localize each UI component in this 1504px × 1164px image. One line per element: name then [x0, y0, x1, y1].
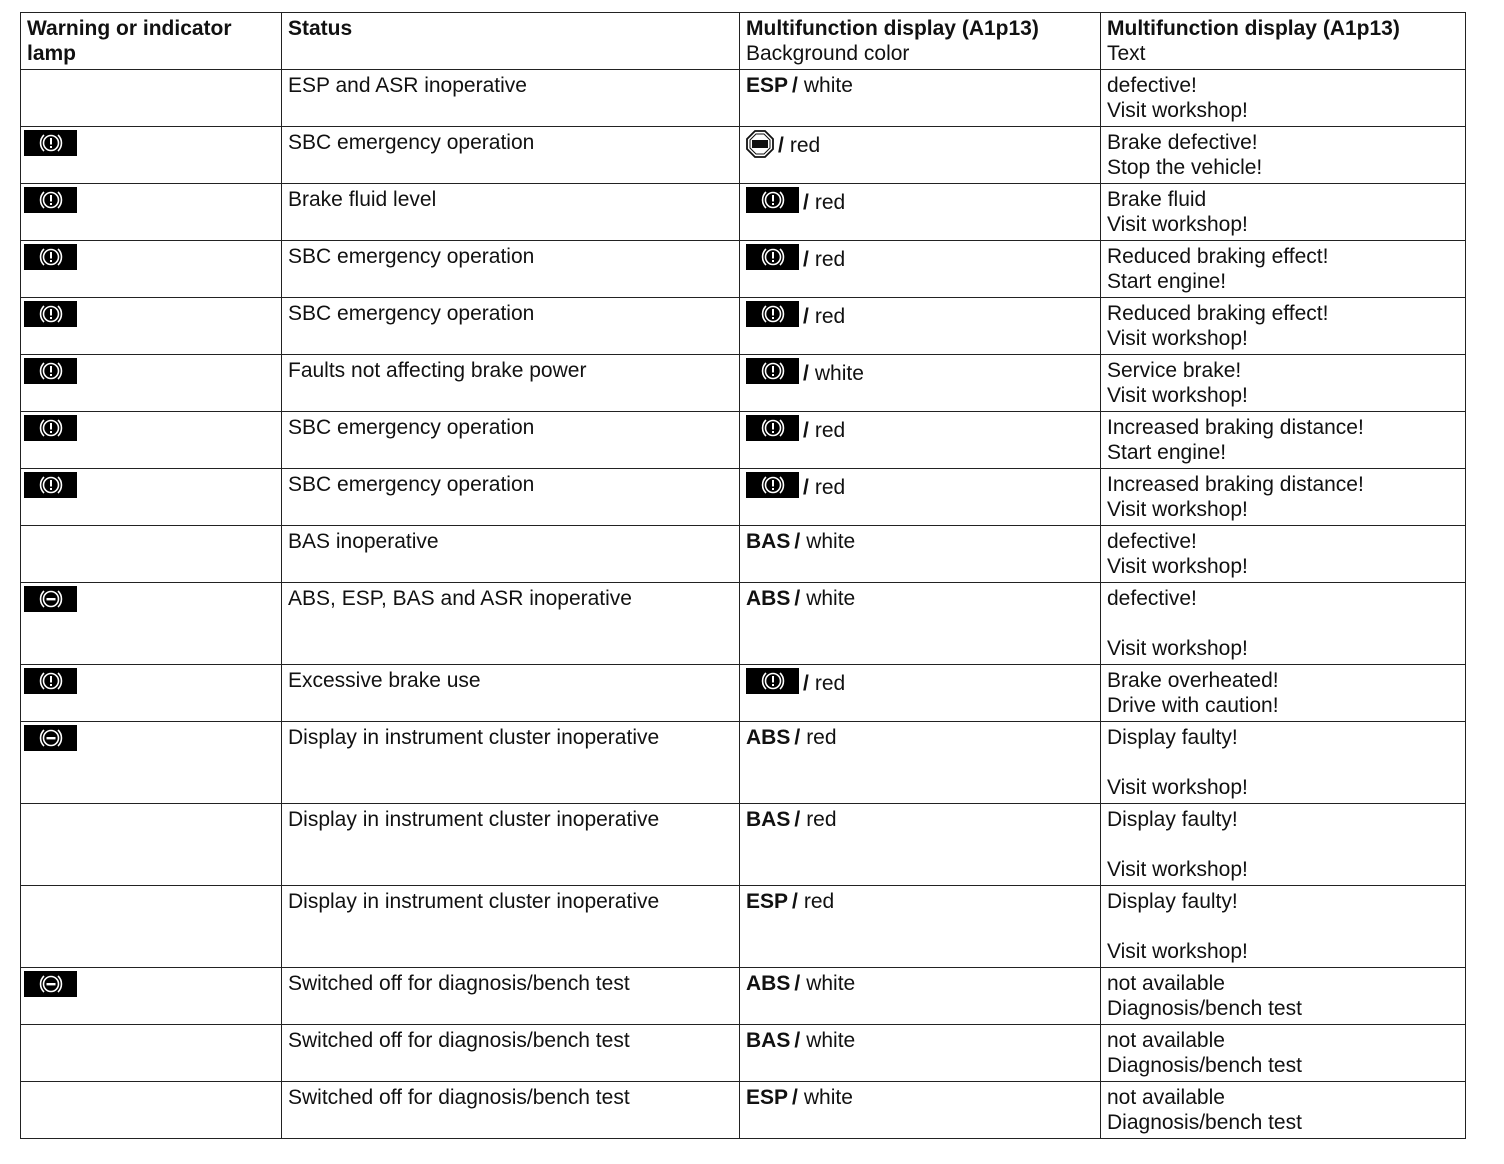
- text-cell: [1101, 412, 1466, 469]
- status-cell: Faults not affecting brake power: [282, 355, 740, 412]
- table-row: [21, 722, 1466, 804]
- text-cell: [1101, 665, 1466, 722]
- text-line-1: Service brake!: [1107, 359, 1242, 382]
- lamp-cell: [21, 1082, 282, 1139]
- table-row: [21, 665, 1466, 722]
- status-cell: SBC emergency operation: [282, 241, 740, 298]
- text-gap: [1107, 611, 1459, 636]
- lamp-cell: [21, 412, 282, 469]
- brake-warning-icon: [746, 244, 799, 270]
- text-line-2: Visit workshop!: [1107, 99, 1248, 122]
- text-line-2: Visit workshop!: [1107, 858, 1248, 881]
- text-gap: [1107, 914, 1459, 939]
- separator: /: [803, 419, 809, 442]
- bg-color-cell: [740, 298, 1101, 355]
- text-line-1: Increased braking distance!: [1107, 416, 1364, 439]
- text-cell: [1101, 127, 1466, 184]
- lamp-cell: [21, 968, 282, 1025]
- table-row: [21, 184, 1466, 241]
- status-cell: Display in instrument cluster inoperative: [282, 886, 740, 968]
- text-cell: [1101, 886, 1466, 968]
- text-line-2: Visit workshop!: [1107, 498, 1248, 521]
- separator: /: [803, 248, 809, 271]
- separator: /: [778, 134, 784, 157]
- lamp-cell: [21, 70, 282, 127]
- text-cell: [1101, 526, 1466, 583]
- separator: /: [792, 74, 798, 97]
- table-row: [21, 469, 1466, 526]
- separator: /: [803, 362, 809, 385]
- bg-color-cell: [740, 804, 1101, 886]
- separator: /: [803, 672, 809, 695]
- text-gap: [1107, 750, 1459, 775]
- table-row: [21, 886, 1466, 968]
- text-line-1: not available: [1107, 972, 1225, 995]
- bg-color-cell: [740, 1025, 1101, 1082]
- text-line-1: defective!: [1107, 74, 1197, 97]
- bg-color-value: white: [803, 74, 853, 97]
- display-code: ABS: [746, 726, 791, 749]
- brake-warning-icon: [746, 472, 799, 498]
- brake-warning-icon: [746, 301, 799, 327]
- header-lamp: [21, 13, 282, 70]
- table-row: [21, 355, 1466, 412]
- brake-warning-icon: [24, 358, 77, 384]
- text-line-1: Brake defective!: [1107, 131, 1258, 154]
- bg-color-cell: [740, 355, 1101, 412]
- brake-warning-icon: [746, 358, 799, 384]
- text-line-2: Visit workshop!: [1107, 776, 1248, 799]
- text-cell: [1101, 1025, 1466, 1082]
- text-line-1: not available: [1107, 1029, 1225, 1052]
- status-cell: Switched off for diagnosis/bench test: [282, 968, 740, 1025]
- text-line-2: Diagnosis/bench test: [1107, 1054, 1302, 1077]
- warning-lamp-table: [20, 12, 1466, 1139]
- lamp-cell: [21, 127, 282, 184]
- bg-color-cell: [740, 526, 1101, 583]
- text-line-1: Display faulty!: [1107, 726, 1238, 749]
- header-text: [1101, 13, 1466, 70]
- status-cell: Excessive brake use: [282, 665, 740, 722]
- lamp-cell: [21, 665, 282, 722]
- text-line-1: Reduced braking effect!: [1107, 302, 1329, 325]
- header-bg-title: Multifunction display (A1p13): [746, 17, 1039, 40]
- separator: /: [792, 890, 798, 913]
- bg-color-cell: [740, 1082, 1101, 1139]
- lamp-cell: [21, 241, 282, 298]
- text-line-1: Reduced braking effect!: [1107, 245, 1329, 268]
- separator: /: [794, 726, 801, 749]
- text-cell: [1101, 968, 1466, 1025]
- status-cell: SBC emergency operation: [282, 469, 740, 526]
- separator: /: [794, 530, 801, 553]
- bg-color-cell: [740, 968, 1101, 1025]
- text-line-2: Drive with caution!: [1107, 694, 1279, 717]
- header-status: [282, 13, 740, 70]
- bg-color-value: white: [806, 587, 856, 610]
- lamp-cell: [21, 298, 282, 355]
- text-line-2: Visit workshop!: [1107, 555, 1248, 578]
- header-bg-color: [740, 13, 1101, 70]
- brake-warning-icon: [24, 472, 77, 498]
- lamp-cell: [21, 886, 282, 968]
- status-cell: Switched off for diagnosis/bench test: [282, 1082, 740, 1139]
- lamp-cell: [21, 184, 282, 241]
- bg-color-cell: [740, 722, 1101, 804]
- brake-warning-icon: [746, 668, 799, 694]
- bg-color-value: white: [806, 1029, 856, 1052]
- status-cell: Display in instrument cluster inoperative: [282, 722, 740, 804]
- lamp-cell: [21, 583, 282, 665]
- table-row: [21, 1082, 1466, 1139]
- bg-color-value: red: [814, 476, 846, 499]
- abs-warning-icon: [24, 586, 77, 612]
- separator: /: [803, 305, 809, 328]
- separator: /: [792, 1086, 798, 1109]
- text-cell: [1101, 355, 1466, 412]
- status-cell: Display in instrument cluster inoperative: [282, 804, 740, 886]
- text-line-2: Stop the vehicle!: [1107, 156, 1263, 179]
- lamp-cell: [21, 804, 282, 886]
- text-line-1: Display faulty!: [1107, 808, 1238, 831]
- lamp-cell: [21, 1025, 282, 1082]
- bg-color-value: white: [803, 1086, 853, 1109]
- lamp-cell: [21, 526, 282, 583]
- bg-color-cell: [740, 469, 1101, 526]
- bg-color-cell: [740, 665, 1101, 722]
- brake-warning-icon: [24, 244, 77, 270]
- brake-warning-icon: [24, 668, 77, 694]
- display-code: ESP: [746, 890, 789, 913]
- table-row: [21, 70, 1466, 127]
- table-row: [21, 127, 1466, 184]
- brake-warning-icon: [746, 415, 799, 441]
- bg-color-value: white: [806, 972, 856, 995]
- lamp-cell: [21, 469, 282, 526]
- text-gap: [1107, 832, 1459, 857]
- stop-icon: [746, 130, 774, 158]
- display-code: ESP: [746, 74, 789, 97]
- text-cell: [1101, 583, 1466, 665]
- bg-color-value: red: [814, 672, 846, 695]
- table-row: [21, 526, 1466, 583]
- table-row: [21, 968, 1466, 1025]
- text-line-2: Visit workshop!: [1107, 637, 1248, 660]
- bg-color-value: red: [814, 191, 846, 214]
- table-row: [21, 298, 1466, 355]
- brake-warning-icon: [24, 415, 77, 441]
- bg-color-value: white: [806, 530, 856, 553]
- lamp-cell: [21, 355, 282, 412]
- separator: /: [794, 1029, 801, 1052]
- bg-color-value: red: [814, 248, 846, 271]
- abs-warning-icon: [24, 971, 77, 997]
- text-cell: [1101, 722, 1466, 804]
- status-cell: SBC emergency operation: [282, 298, 740, 355]
- text-line-2: Visit workshop!: [1107, 213, 1248, 236]
- text-line-1: Increased braking distance!: [1107, 473, 1364, 496]
- separator: /: [803, 476, 809, 499]
- status-cell: ABS, ESP, BAS and ASR inoperative: [282, 583, 740, 665]
- text-cell: [1101, 469, 1466, 526]
- header-bg-subtitle: Background color: [746, 42, 910, 65]
- status-cell: BAS inoperative: [282, 526, 740, 583]
- text-line-2: Diagnosis/bench test: [1107, 1111, 1302, 1134]
- status-cell: ESP and ASR inoperative: [282, 70, 740, 127]
- table-body: [21, 70, 1466, 1139]
- header-row: [21, 13, 1466, 70]
- header-lamp-label: Warning or indicator lamp: [27, 17, 232, 65]
- header-status-label: Status: [288, 17, 353, 40]
- text-cell: [1101, 298, 1466, 355]
- text-line-2: Visit workshop!: [1107, 384, 1248, 407]
- bg-color-cell: [740, 241, 1101, 298]
- separator: /: [794, 972, 801, 995]
- table-row: [21, 241, 1466, 298]
- text-line-1: not available: [1107, 1086, 1225, 1109]
- lamp-cell: [21, 722, 282, 804]
- bg-color-value: red: [789, 134, 821, 157]
- status-cell: Brake fluid level: [282, 184, 740, 241]
- table-row: [21, 804, 1466, 886]
- header-text-subtitle: Text: [1107, 42, 1146, 65]
- display-code: BAS: [746, 808, 791, 831]
- bg-color-value: red: [806, 808, 837, 831]
- bg-color-cell: [740, 184, 1101, 241]
- display-code: ABS: [746, 972, 791, 995]
- brake-warning-icon: [24, 130, 77, 156]
- status-cell: SBC emergency operation: [282, 127, 740, 184]
- text-line-2: Start engine!: [1107, 270, 1227, 293]
- text-cell: [1101, 1082, 1466, 1139]
- text-cell: [1101, 184, 1466, 241]
- status-cell: Switched off for diagnosis/bench test: [282, 1025, 740, 1082]
- brake-warning-icon: [746, 187, 799, 213]
- table-row: [21, 583, 1466, 665]
- bg-color-value: red: [814, 305, 846, 328]
- text-line-2: Visit workshop!: [1107, 940, 1248, 963]
- bg-color-value: white: [814, 362, 864, 385]
- text-cell: [1101, 70, 1466, 127]
- table-row: [21, 412, 1466, 469]
- brake-warning-icon: [24, 187, 77, 213]
- text-cell: [1101, 241, 1466, 298]
- text-line-1: defective!: [1107, 587, 1197, 610]
- table-row: [21, 1025, 1466, 1082]
- bg-color-cell: [740, 886, 1101, 968]
- bg-color-value: red: [806, 726, 837, 749]
- display-code: BAS: [746, 530, 791, 553]
- display-code: ABS: [746, 587, 791, 610]
- separator: /: [803, 191, 809, 214]
- bg-color-cell: [740, 412, 1101, 469]
- text-line-1: defective!: [1107, 530, 1197, 553]
- text-line-1: Display faulty!: [1107, 890, 1238, 913]
- bg-color-cell: [740, 70, 1101, 127]
- display-code: ESP: [746, 1086, 789, 1109]
- text-cell: [1101, 804, 1466, 886]
- brake-warning-icon: [24, 301, 77, 327]
- separator: /: [794, 808, 801, 831]
- status-cell: SBC emergency operation: [282, 412, 740, 469]
- bg-color-value: red: [814, 419, 846, 442]
- bg-color-cell: [740, 127, 1101, 184]
- bg-color-value: red: [803, 890, 835, 913]
- text-line-1: Brake overheated!: [1107, 669, 1279, 692]
- abs-warning-icon: [24, 725, 77, 751]
- text-line-2: Start engine!: [1107, 441, 1227, 464]
- text-line-2: Visit workshop!: [1107, 327, 1248, 350]
- display-code: BAS: [746, 1029, 791, 1052]
- separator: /: [794, 587, 801, 610]
- text-line-1: Brake fluid: [1107, 188, 1207, 211]
- header-text-title: Multifunction display (A1p13): [1107, 17, 1400, 40]
- bg-color-cell: [740, 583, 1101, 665]
- text-line-2: Diagnosis/bench test: [1107, 997, 1302, 1020]
